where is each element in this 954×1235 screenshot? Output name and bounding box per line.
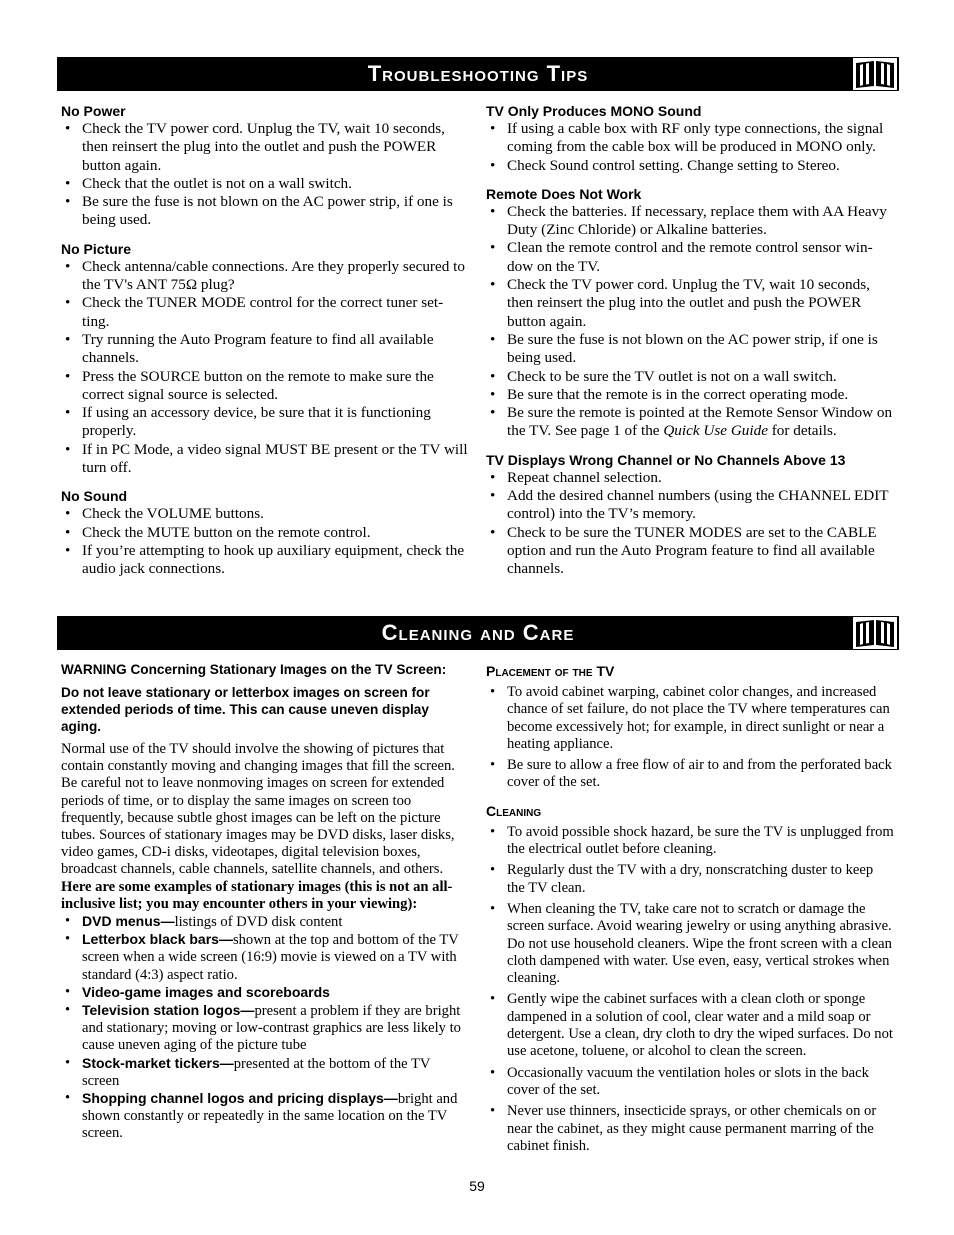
list-item: • When cleaning the TV, take care not to scratch or damage the screen surface. Avoid wearing jewelry or using anything abrasive. Do not use household cleaners. Wipe the front screen with a clean cloth dampened with water. Use even, easy, vertical strokes when cleaning. xyxy=(486,901,894,987)
open-book-icon xyxy=(853,617,897,649)
list-item: • To avoid possible shock hazard, be sure the TV is unplugged from the electrical outlet before cleaning. xyxy=(486,824,894,859)
example-text: present a problem if they are bright and stationary; moving or low-contrast graphics are less likely to cause uneven aging of the picture tube xyxy=(82,1003,461,1054)
example-label: Video-game images and scoreboards xyxy=(82,983,330,1000)
list-item: • Occasionally vacuum the ventilation holes or slots in the back cover of the set. xyxy=(486,1065,894,1100)
list-item: • Be sure the fuse is not blown on the AC power strip, if one is being used. xyxy=(486,331,894,368)
list-item: • Check the TUNER MODE control for the correct tuner set-ting. xyxy=(61,294,469,331)
example-label: Letterbox black bars— xyxy=(82,931,233,948)
remote-heading: Remote Does Not Work xyxy=(486,185,642,202)
cleaning-heading: Cleaning xyxy=(486,802,542,819)
cleaning-right-column xyxy=(486,662,894,1155)
list-item: • Regularly dust the TV with a dry, nonscratching duster to keep the TV clean. xyxy=(486,862,894,897)
body-text: Normal use of the TV should involve the showing of pictures that contain constantly moving and changing images that fill the screen. Be careful not to leave nonmoving images on screen for extended periods of time, or to display the same images on screen too frequently, because subtle ghost images can be left on the picture tubes. Sources of stationary images may be DVD disks, laser disks, video games, CD-i disks, videotapes, digital television boxes, broadcast channels, cable channels, satellite channels, and others. xyxy=(61,741,455,878)
no-picture-heading: No Picture xyxy=(61,240,132,257)
no-sound-heading: No Sound xyxy=(61,488,128,505)
wrong-channel-heading: TV Displays Wrong Channel or No Channels Above 13 xyxy=(486,451,846,468)
remote-list xyxy=(486,203,894,441)
remote-last-suffix: for details. xyxy=(767,422,837,440)
cleaning-title: Cleaning and Care xyxy=(381,620,575,645)
list-item: • Be sure to allow a free flow of air to and from the perforated back cover of the set. xyxy=(486,757,894,792)
list-item xyxy=(61,913,469,931)
example-label: Stock-market tickers— xyxy=(82,1054,234,1071)
list-item: • Check Sound control setting. Change setting to Stereo. xyxy=(486,157,894,175)
warning-text: Do not leave stationary or letterbox images on screen for extended periods of time. This can cause uneven display aging. xyxy=(61,685,430,734)
list-item: • Check the batteries. If necessary, replace them with AA Heavy Duty (Zinc Chloride) or Alkaline batteries. xyxy=(486,203,894,240)
no-power-list xyxy=(61,120,469,230)
cleaning-left-column xyxy=(61,661,469,1143)
troubleshooting-right-column xyxy=(486,102,894,579)
example-label: DVD menus— xyxy=(82,913,175,930)
no-power-heading: No Power xyxy=(61,103,126,119)
example-text: shown at the top and bottom of the TV screen when a wide screen (16:9) movie is viewed on a TV with standard (4:3) aspect ratio. xyxy=(82,932,459,983)
no-sound-list xyxy=(61,505,469,578)
list-item xyxy=(61,1090,469,1143)
open-book-icon xyxy=(853,58,897,90)
list-item: • If using an accessory device, be sure that it is functioning properly. xyxy=(61,404,469,441)
placement-list xyxy=(486,684,894,792)
stationary-examples-list xyxy=(61,913,469,1143)
wrong-channel-list xyxy=(486,469,894,579)
list-item: • Add the desired channel numbers (using the CHANNEL EDIT control) into the TV’s memory. xyxy=(486,487,894,524)
list-item: • Check that the outlet is not on a wall switch. xyxy=(61,175,469,193)
list-item: • If using a cable box with RF only type connections, the signal coming from the cable box will be produced in MONO only. xyxy=(486,120,894,157)
list-item xyxy=(61,984,469,1002)
list-item: • Press the SOURCE button on the remote to make sure the correct signal source is selected. xyxy=(61,368,469,405)
troubleshooting-banner xyxy=(57,57,899,91)
list-item: • Check the MUTE button on the remote control. xyxy=(61,524,469,542)
warning-label: WARNING xyxy=(61,662,127,677)
list-item: • Check antenna/cable connections. Are they properly secured to the TV's ANT 75Ω plug? xyxy=(61,258,469,295)
list-item: • Try running the Auto Program feature to find all available channels. xyxy=(61,331,469,368)
body-bold-text: Here are some examples of stationary images (this is not an all-inclusive list; you may encounter others in your viewing): xyxy=(61,878,453,912)
troubleshooting-title: Troubleshooting Tips xyxy=(367,61,589,86)
list-item: • Never use thinners, insecticide sprays, or other chemicals on or near the cabinet, as they might cause permanent marring of the cabinet finish. xyxy=(486,1103,894,1155)
list-item: • Check the TV power cord. Unplug the TV, wait 10 seconds, then reinsert the plug into the outlet and push the POWER button again. xyxy=(486,276,894,331)
list-item: • If you’re attempting to hook up auxiliary equipment, check the audio jack connections. xyxy=(61,542,469,579)
placement-heading: Placement of the TV xyxy=(486,663,615,679)
example-text: presented at the bottom of the TV screen xyxy=(82,1055,431,1089)
list-item: • Gently wipe the cabinet surfaces with a clean cloth or sponge dampened in a solution of cool, clear water and a mild soap or detergent. Use a clean, dry cloth to dry the wiped surfaces. Do not use acetone, toluene, or alcohol to clean the screen. xyxy=(486,991,894,1060)
remote-last-prefix: Be sure the remote is pointed at the Remote Sensor Window on the TV. See page 1 of the xyxy=(507,404,893,440)
list-item: • Check to be sure the TV outlet is not on a wall switch. xyxy=(486,368,894,386)
example-text: listings of DVD disk content xyxy=(174,914,343,931)
list-item xyxy=(486,404,894,441)
example-text: bright and shown constantly or repeatedly in the same location on the TV screen. xyxy=(82,1091,458,1142)
list-item: • Check the TV power cord. Unplug the TV, wait 10 seconds, then reinsert the plug into the outlet and push the POWER button again. xyxy=(61,120,469,175)
list-item: • Check the VOLUME buttons. xyxy=(61,505,469,523)
list-item: • Repeat channel selection. xyxy=(486,469,894,487)
cleaning-list xyxy=(486,824,894,1155)
list-item: • Clean the remote control and the remote control sensor win-dow on the TV. xyxy=(486,239,894,276)
cleaning-banner xyxy=(57,616,899,650)
page-number: 59 xyxy=(469,1178,485,1194)
list-item xyxy=(61,1002,469,1055)
list-item: • Be sure that the remote is in the correct operating mode. xyxy=(486,386,894,404)
list-item: • To avoid cabinet warping, cabinet color changes, and increased chance of set failure, do not place the TV where temperatures can become excessively hot; for example, in direct sunlight or near a heating appliance. xyxy=(486,684,894,753)
stationary-images-paragraph xyxy=(61,741,469,913)
mono-list xyxy=(486,120,894,175)
example-label: Television station logos— xyxy=(82,1002,255,1019)
no-picture-list xyxy=(61,258,469,478)
list-item: • If in PC Mode, a video signal MUST BE present or the TV will turn off. xyxy=(61,441,469,478)
list-item: • Be sure the fuse is not blown on the AC power strip, if one is being used. xyxy=(61,193,469,230)
list-item: • Check to be sure the TUNER MODES are set to the CABLE option and run the Auto Program feature to find all available channels. xyxy=(486,524,894,579)
warning-heading-rest: Concerning Stationary Images on the TV Screen: xyxy=(126,662,447,677)
example-label: Shopping channel logos and pricing displays— xyxy=(82,1090,398,1107)
list-item xyxy=(61,931,469,984)
quick-use-guide-ref: Quick Use Guide xyxy=(663,422,768,440)
troubleshooting-left-column xyxy=(61,102,469,579)
warning-heading xyxy=(61,661,469,678)
mono-heading: TV Only Produces MONO Sound xyxy=(486,103,702,119)
list-item xyxy=(61,1055,469,1090)
